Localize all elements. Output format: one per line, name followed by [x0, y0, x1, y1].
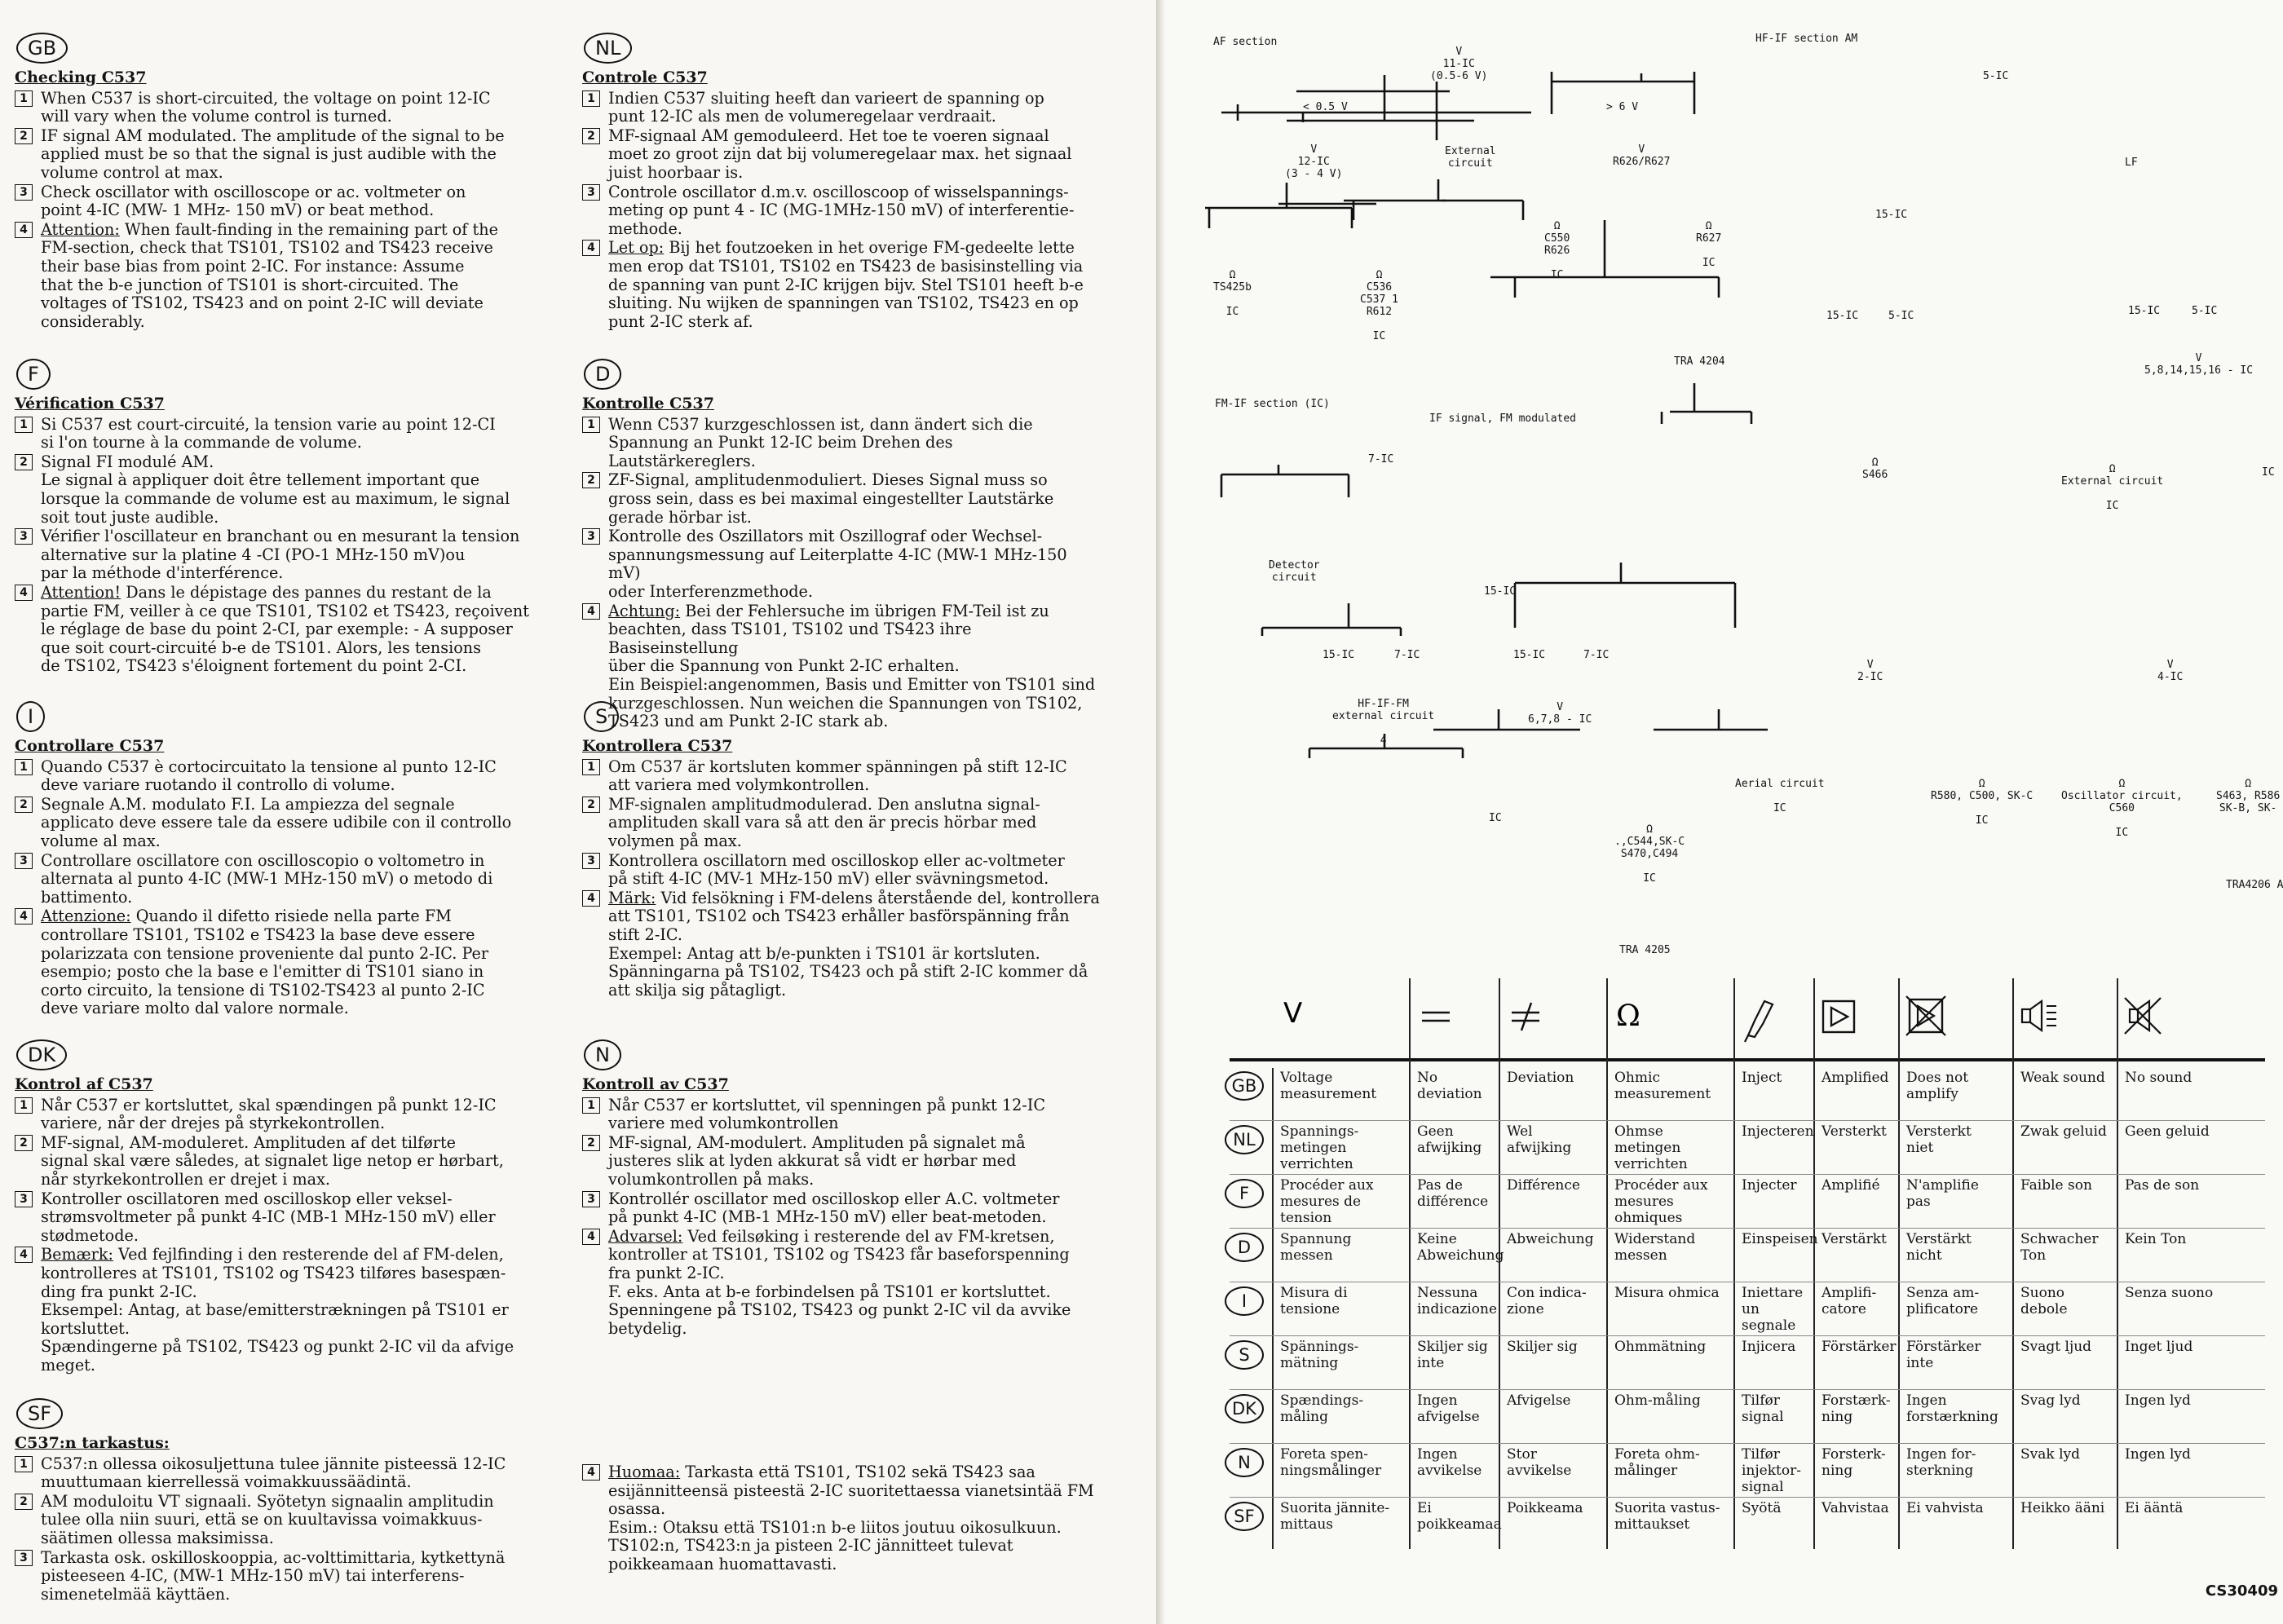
item-number-box: 3 [582, 528, 600, 545]
af-node-r627: Ω R627 IC [1696, 220, 1722, 269]
fm-detector-circuit: Detector circuit [1269, 559, 1320, 584]
legend-cell: Ei poikkeamaa [1417, 1500, 1502, 1533]
legend-cell: Does not amplify [1906, 1070, 1969, 1102]
am-ic-right: IC [2262, 466, 2275, 479]
no-deviation-symbol [1415, 995, 1464, 1073]
legend-cell: Förstärker inte [1906, 1339, 1981, 1371]
instruction-item [582, 1097, 1104, 1133]
legend-cell: Ohmic measurement [1614, 1070, 1711, 1102]
item-text: Quando C537 è cortocircuitato la tensione al punto 12-IC deve variare ruotando il controllo di volume. [41, 757, 497, 795]
item-number-box: 2 [15, 797, 33, 813]
legend-cell: Faible son [2020, 1177, 2092, 1194]
af-code: TRA 4204 [1674, 355, 1725, 368]
amplified-icon [1820, 995, 1869, 1073]
af-node-r626: V R626/R627 [1613, 143, 1671, 168]
item-number-box: 2 [15, 454, 33, 470]
instruction-item [15, 758, 537, 795]
am-lf-label: LF [2125, 157, 2138, 169]
instruction-item [15, 127, 537, 183]
item-number-box: 3 [582, 184, 600, 201]
item-number-box: 4 [582, 603, 600, 620]
fm-node-7ic: 7-IC [1368, 453, 1394, 466]
legend-cell: Tilfør signal [1742, 1392, 1784, 1425]
legend-cell: Ingen for- sterkning [1906, 1446, 1976, 1479]
item-text: Vérifier l'oscillateur en branchant ou en mesurant la tension alternative sur la platine 4 -CI (PO-1 MHz-150 mV)ou par la méthode d'interférence. [41, 527, 520, 583]
item-text: ZF-Signal, amplitudenmoduliert. Dieses Signal muss so gross sein, dass es bei maximal eingestellter Lautstärke gerade hörbar ist. [608, 470, 1054, 527]
legend-cell: Procéder aux mesures ohmiques [1614, 1177, 1708, 1226]
af-gt-label: > 6 V [1606, 101, 1639, 113]
language-badge: GB [16, 33, 68, 64]
language-badge: NL [1225, 1125, 1264, 1154]
item-number-box: 1 [582, 90, 600, 107]
legend-row-dk [1213, 1391, 2265, 1441]
item-number-box: 3 [582, 1191, 600, 1207]
item-text: Controllare oscillatore con oscilloscopio o voltometro in alternata al punto 4-IC (MW-1 MHz-150 mV) o metodo di battimento. [41, 850, 493, 907]
legend-cell: Keine Abweichung [1417, 1231, 1504, 1264]
language-badge: F [16, 359, 51, 390]
item-text: Huomaa: Tarkasta että TS101, TS102 sekä TS423 saa esijännitteensä pisteestä 2-IC suoritettaessa vianetsintää FM osassa. Esim.: Otaksu että TS101:n b-e liitos joutuu oikosulkuun. TS102:n, TS423:n ja pisteen 2-IC jännitteet tulevat poikkeamaan huomattavasti. [608, 1463, 1094, 1573]
legend-cell: Kein Ton [2125, 1231, 2187, 1247]
item-text: Om C537 är kortsluten kommer spänningen på stift 12-IC att variera med volymkontrollen. [608, 757, 1067, 795]
item-number-box: 1 [15, 417, 33, 433]
section-title: Kontrol af C537 [15, 1075, 153, 1093]
item-text: Kontroller oscillatoren med oscilloskop eller veksel- strømsvoltmeter på punkt 4-IC (MB-1 MHz-150 mV) eller stødmetode. [41, 1189, 496, 1245]
language-badge: F [1225, 1179, 1264, 1208]
legend-cell: Deviation [1507, 1070, 1574, 1086]
instruction-item [15, 1097, 537, 1133]
section-nl [582, 33, 1104, 332]
legend-cell: Procéder aux mesures de tension [1280, 1177, 1374, 1226]
instruction-item [582, 1190, 1104, 1227]
instruction-item [582, 1228, 1104, 1339]
section-dk [15, 1039, 537, 1376]
section-title: Controle C537 [582, 68, 708, 86]
legend-cell: Foreta spen- ningsmålinger [1280, 1446, 1382, 1479]
af-node-11ic: V 11-IC (0.5-6 V) [1430, 46, 1488, 82]
fm-node-15ic: 15-IC [1484, 585, 1517, 598]
instruction-item [15, 1134, 537, 1189]
item-number-box: 4 [15, 222, 33, 238]
legend-cell: Ingen lyd [2125, 1446, 2191, 1463]
item-number-box: 2 [15, 128, 33, 144]
legend-cell: Geen afwijking [1417, 1123, 1482, 1156]
instruction-item [582, 796, 1104, 851]
af-section-title: AF section [1213, 36, 1278, 48]
legend-cell: Inject [1742, 1070, 1782, 1086]
instruction-item [582, 1463, 1104, 1574]
legend-cell: Ingen avvikelse [1417, 1446, 1482, 1479]
item-number-box: 1 [582, 1097, 600, 1114]
section-f [15, 359, 537, 677]
legend-cell: Ohm-måling [1614, 1392, 1701, 1409]
legend-cell: Senza am- plificatore [1906, 1285, 1980, 1317]
legend-row-d [1213, 1229, 2265, 1280]
item-text: Si C537 est court-circuité, la tension varie au point 12-CI si l'on tourne à la commande de volume. [41, 414, 496, 452]
right-page [1164, 0, 2283, 1624]
item-number-box: 4 [582, 1464, 600, 1481]
section-d [582, 359, 1104, 732]
legend-cell: Injicera [1742, 1339, 1796, 1355]
legend-cell: Voltage measurement [1280, 1070, 1377, 1102]
section-title: Checking C537 [15, 68, 147, 86]
item-text: Segnale A.M. modulato F.I. La ampiezza del segnale applicato deve essere tale da essere udibile con il controllo volume al max. [41, 794, 512, 850]
legend-cell: Iniettare un segnale [1742, 1285, 1804, 1334]
legend-cell: Ingen afvigelse [1417, 1392, 1480, 1425]
legend-row-sf [1213, 1498, 2265, 1549]
deviation-symbol [1505, 995, 1554, 1073]
item-number-box: 4 [15, 1247, 33, 1263]
instruction-item [15, 221, 537, 332]
language-badge: N [1225, 1448, 1264, 1477]
fm-signal-label: IF signal, FM modulated [1429, 413, 1577, 425]
instruction-item [15, 183, 537, 220]
am-node-r580: Ω R580, C500, SK-C IC [1931, 778, 2034, 827]
legend-cell: Poikkeama [1507, 1500, 1583, 1516]
svg-text:V: V [1283, 997, 1303, 1030]
am-left-5ic: 5-IC [1888, 310, 1914, 322]
item-text: Märk: Vid felsökning i FM-delens återstående del, kontrollera att TS101, TS102 och TS423 erhåller basförspänning från stift 2-IC. Exempel: Antag att b/e-punkten i TS101 är kortsluten. Spänningarna på TS102, TS423 och på stift 2-IC kommer då att skilja sig påtagligt. [608, 888, 1100, 1000]
language-badge: D [1225, 1233, 1264, 1262]
item-number-box: 3 [15, 184, 33, 201]
legend-cell: Ei vahvista [1906, 1500, 1984, 1516]
instruction-item [15, 1455, 537, 1492]
item-number-box: 4 [582, 1229, 600, 1245]
item-number-box: 1 [15, 759, 33, 775]
legend-cell: Wel afwijking [1507, 1123, 1572, 1156]
item-text: When C537 is short-circuited, the voltage on point 12-IC will vary when the volume control is turned. [41, 88, 491, 126]
instruction-item [15, 796, 537, 851]
legend-cell: Forstærk- ning [1822, 1392, 1891, 1425]
fm-notamp-7ic: 7-IC [1583, 649, 1610, 661]
section-title: Kontrolle C537 [582, 395, 714, 413]
section-n [582, 1039, 1104, 1339]
fm-ic-left: IC [1489, 812, 1502, 824]
section-gb [15, 33, 537, 332]
item-text: Attenzione: Quando il difetto risiede nella parte FM controllare TS101, TS102 e TS423 la base deve essere polarizzata con tensione proveniente dal punto 2-IC. Per esempio; posto che la base e l'emitter di TS101 siano in corto circuito, la tensione di TS102-TS423 al punto 2-IC deve variare molto dal valore normale. [41, 907, 489, 1018]
legend-cell: Injecter [1742, 1177, 1797, 1194]
legend-cell: Spännings- mätning [1280, 1339, 1359, 1371]
legend-cell: Tilfør injektor- signal [1742, 1446, 1801, 1495]
item-text: Indien C537 sluiting heeft dan varieert de spanning op punt 12-IC als men de volumeregelaar verdraait. [608, 88, 1044, 126]
legend-cell: Versterkt [1822, 1123, 1887, 1140]
legend-cell: Pas de différence [1417, 1177, 1489, 1210]
item-text: Controle oscillator d.m.v. oscilloscoop of wisselspannings- meting op punt 4 - IC (MG-1MHz-150 mV) of interferentie- methode. [608, 182, 1075, 238]
legend-cell: Foreta ohm- målinger [1614, 1446, 1700, 1479]
item-number-box: 3 [15, 1550, 33, 1566]
item-number-box: 1 [15, 1456, 33, 1472]
am-right-5ic: 5-IC [2192, 305, 2218, 317]
language-badge: GB [1225, 1071, 1264, 1101]
document-code: CS30409 [2205, 1582, 2278, 1600]
instruction-item [15, 584, 537, 676]
legend-cell: No deviation [1417, 1070, 1482, 1102]
legend-cell: Svagt ljud [2020, 1339, 2092, 1355]
instruction-item [582, 183, 1104, 239]
legend-cell: Schwacher Ton [2020, 1231, 2099, 1264]
instruction-item [15, 1190, 537, 1246]
instruction-item [582, 527, 1104, 601]
inject-icon [1740, 995, 1789, 1073]
item-number-box: 4 [15, 585, 33, 601]
item-text: MF-signal, AM-modulert. Amplituden på signalet må justeres slik at lyden akkurat så vidt er hørbar med volumkontrollen på maks. [608, 1132, 1026, 1189]
af-external-circuit: External circuit [1445, 145, 1496, 170]
legend-cell: Skiljer sig inte [1417, 1339, 1488, 1371]
am-code: TRA4206 A [2226, 879, 2283, 891]
item-number-box: 3 [15, 853, 33, 869]
fm-notamp-15ic: 15-IC [1513, 649, 1546, 661]
legend-cell: N'amplifie pas [1906, 1177, 1979, 1210]
item-number-box: 2 [15, 1494, 33, 1510]
am-node-s466: Ω S466 [1862, 457, 1888, 481]
language-badge: S [584, 701, 619, 732]
item-number-box: 4 [15, 908, 33, 925]
legend-cell: Forsterk- ning [1822, 1446, 1886, 1479]
am-node-4ic: V 4-IC [2157, 659, 2184, 683]
language-badge: SF [16, 1398, 63, 1429]
section-title: Kontrollera C537 [582, 737, 733, 755]
section-title: Controllare C537 [15, 737, 165, 755]
item-text: Når C537 er kortsluttet, skal spændingen på punkt 12-IC variere, når der drejes på styrkekontrollen. [41, 1095, 497, 1133]
language-badge: I [16, 701, 45, 732]
legend-cell: Ohmmätning [1614, 1339, 1707, 1355]
item-text: Attention! Dans le dépistage des pannes du restant de la partie FM, veiller à ce que TS101, TS102 et TS423, reçoivent le réglage de base du point 2-CI, par exemple: - A supposer que soit court-circuité b-e de TS101. Alors, les tensions de TS102, TS423 s'éloignent fortement du point 2-CI. [41, 582, 530, 676]
am-node-5ic: 5-IC [1983, 70, 2009, 82]
instruction-item [15, 453, 537, 527]
legend-row-gb [1213, 1068, 2265, 1119]
legend-cell: Suorita jännite- mittaus [1280, 1500, 1390, 1533]
am-node-2ic: V 2-IC [1857, 659, 1883, 683]
am-node-58ic: V 5,8,14,15,16 - IC [2144, 352, 2254, 377]
item-number-box: 2 [15, 1135, 33, 1151]
language-badge: N [584, 1039, 621, 1070]
item-number-box: 3 [15, 528, 33, 545]
legend-row-f [1213, 1176, 2265, 1226]
legend-cell: Zwak geluid [2020, 1123, 2107, 1140]
language-badge: I [1225, 1286, 1264, 1316]
am-aerial-circuit: Aerial circuit IC [1735, 778, 1825, 814]
legend-cell: Amplifié [1822, 1177, 1880, 1194]
am-node-s463: Ω S463, R586 SK-B, SK- [2216, 778, 2281, 814]
section-i [15, 701, 537, 1019]
legend-cell: Injecteren [1742, 1123, 1814, 1140]
legend-cell: Svak lyd [2020, 1446, 2081, 1463]
item-number-box: 1 [15, 1097, 33, 1114]
instruction-item [582, 416, 1104, 471]
item-text: Wenn C537 kurzgeschlossen ist, dann ändert sich die Spannung an Punkt 12-IC beim Drehen des Lautstärkereglers. [608, 414, 1033, 470]
legend-cell: Verstärkt nicht [1906, 1231, 1972, 1264]
af-node-c550: Ω C550 R626 IC [1544, 220, 1570, 281]
item-text: Achtung: Bei der Fehlersuche im übrigen FM-Teil ist zu beachten, dass TS101, TS102 und TS423 ihre Basiseinstellung über die Spannung von Punkt 2-IC erhalten. Ein Beispiel:angenommen, Basis und Emitter von TS101 sind kurzgeschlossen. Nun weichen die Spannungen von TS102, TS423 und am Punkt 2-IC stark ab. [608, 601, 1096, 731]
legend-cell: Suorita vastus- mittaukset [1614, 1500, 1720, 1533]
legend-cell: Einspeisen [1742, 1231, 1818, 1247]
legend-cell: Vahvistaa [1822, 1500, 1889, 1516]
language-badge: D [584, 359, 621, 390]
legend-cell: Svag lyd [2020, 1392, 2081, 1409]
legend-row-nl [1213, 1122, 2265, 1172]
item-text: IF signal AM modulated. The amplitude of the signal to be applied must be so that the signal is just audible with the volume control at max. [41, 126, 505, 182]
item-text: MF-signaal AM gemoduleerd. Het toe te voeren signaal moet zo groot zijn dat bij volumeregelaar max. het signaal juist hoorbaar is. [608, 126, 1072, 182]
legend-cell: Afvigelse [1507, 1392, 1571, 1409]
item-number-box: 1 [15, 90, 33, 107]
af-node-12ic: V 12-IC (3 - 4 V) [1285, 143, 1343, 180]
instruction-item [15, 416, 537, 452]
instruction-item [582, 127, 1104, 183]
item-text: AM moduloitu VT signaali. Syötetyn signaalin amplitudin tulee olla niin suuri, että se on kuultavissa voimakkuus- säätimen ollessa maksimissa. [41, 1491, 494, 1547]
legend-cell: Verstärkt [1822, 1231, 1887, 1247]
item-text: Tarkasta osk. oskilloskooppia, ac-volttimittaria, kytkettynä pisteeseen 4-IC, (MW-1 MHz-150 mV) tai interferens- simenetelmää käyttäen. [41, 1547, 506, 1604]
legend-cell: Weak sound [2020, 1070, 2105, 1086]
item-text: C537:n ollessa oikosuljettuna tulee jännite pisteessä 12-IC muuttumaan kierrellessä voimakkuussäädintä. [41, 1454, 506, 1492]
fm-amp-15ic: 15-IC [1323, 649, 1355, 661]
language-badge: SF [1225, 1502, 1264, 1531]
legend-cell: Misura di tensione [1280, 1285, 1348, 1317]
legend-cell: Versterkt niet [1906, 1123, 1972, 1156]
item-text: Kontrolle des Oszillators mit Oszillograf oder Wechsel- spannungsmessung auf Leiterplatte 4-IC (MW-1 MHz-150 mV) oder Interferenzmethode. [608, 527, 1067, 601]
svg-text:Ω: Ω [1616, 1000, 1640, 1033]
legend-cell: Nessuna indicazione [1417, 1285, 1497, 1317]
fm-code: TRA 4205 [1619, 944, 1671, 956]
page-gutter [1156, 0, 1164, 1624]
section-sf-cont [582, 1463, 1104, 1575]
legend-cell: Différence [1507, 1177, 1580, 1194]
item-text: Signal FI modulé AM. Le signal à appliquer doit être tellement important que lorsque la commande de volume est au maximum, le signal soit tout juste audible. [41, 452, 510, 527]
instruction-item [15, 1493, 537, 1548]
am-left-15ic: 15-IC [1826, 310, 1859, 322]
legend-cell: Stor avvikelse [1507, 1446, 1572, 1479]
voltage-symbol [1278, 995, 1327, 1073]
instruction-item [15, 527, 537, 583]
am-external-circuit: Ω External circuit IC [2061, 463, 2164, 512]
instruction-item [582, 758, 1104, 795]
legend-cell: Skiljer sig [1507, 1339, 1578, 1355]
am-right-15ic: 15-IC [2128, 305, 2161, 317]
instruction-item [582, 471, 1104, 527]
legend-row-n [1213, 1445, 2265, 1495]
am-section-title: HF-IF section AM [1755, 33, 1858, 45]
item-text: Bemærk: Ved fejlfinding i den resterende del af FM-delen, kontrolleres at TS101, TS102 og TS423 tilføres basespæn- ding fra punkt 2-IC. Eksempel: Antag, at base/emitterstrækningen på TS101 er kortsluttet. Spændingerne på TS102, TS423 og punkt 2-IC vil da afvige meget. [41, 1245, 514, 1375]
am-oscillator-circuit: Ω Oscillator circuit, C560 IC [2061, 778, 2183, 839]
item-text: Når C537 er kortsluttet, vil spenningen på punkt 12-IC variere med volumkontrollen [608, 1095, 1046, 1133]
no-sound-icon [2123, 995, 2172, 1073]
item-text: MF-signal, AM-moduleret. Amplituden af det tilførte signal skal være således, at signalet lige netop er hørbart, når styrkekontrollen er drejet i max. [41, 1132, 504, 1189]
legend-cell: Spændings- måling [1280, 1392, 1364, 1425]
instruction-item [582, 1134, 1104, 1189]
legend-row-s [1213, 1337, 2265, 1388]
not-amplify-icon [1905, 995, 1954, 1073]
legend-cell: Geen geluid [2125, 1123, 2210, 1140]
item-number-box: 2 [582, 472, 600, 488]
item-text: MF-signalen amplitudmodulerad. Den anslutna signal- amplituden skall vara så att den är precis hörbar med volymen på max. [608, 794, 1040, 850]
item-number-box: 4 [582, 240, 600, 256]
legend-cell: Heikko ääni [2020, 1500, 2105, 1516]
legend-cell: Con indica- zione [1507, 1285, 1587, 1317]
item-number-box: 4 [582, 890, 600, 907]
section-s [582, 701, 1104, 1000]
item-text: Advarsel: Ved feilsøking i resterende del av FM-kretsen, kontroller at TS101, TS102 og TS423 får baseforspenning fra punkt 2-IC. F. eks. Anta at b-e forbindelsen på TS101 er kortsluttet. Spenningene på TS102, TS423 og punkt 2-IC vil da avvike betydelig. [608, 1226, 1071, 1338]
legend-cell: No sound [2125, 1070, 2192, 1086]
instruction-item [582, 90, 1104, 126]
section-title: C537:n tarkastus: [15, 1434, 170, 1452]
legend-cell: Syötä [1742, 1500, 1782, 1516]
section-title: Kontroll av C537 [582, 1075, 729, 1093]
af-node-c536: Ω C536 C537 1 R612 IC [1360, 269, 1398, 342]
language-badge: S [1225, 1340, 1264, 1370]
item-text: Let op: Bij het foutzoeken in het overige FM-gedeelte lette men erop dat TS101, TS102 en TS423 de basisinstelling via de spanning van punt 2-IC krijgen bijv. Stel TS101 heeft b-e sluiting. Nu wijken de spanningen van TS102, TS423 en op punt 2-IC sterk af. [608, 238, 1084, 331]
legend-cell: Amplified [1822, 1070, 1889, 1086]
item-text: Check oscillator with oscilloscope or ac. voltmeter on point 4-IC (MW- 1 MHz- 150 mV) or beat method. [41, 182, 466, 220]
item-number-box: 2 [582, 128, 600, 144]
item-text: Kontrollér oscillator med oscilloskop eller A.C. voltmeter på punkt 4-IC (MB-1 MHz-150 mV) eller beat-metoden. [608, 1189, 1060, 1227]
instruction-item [15, 90, 537, 126]
legend-cell: Misura ohmica [1614, 1285, 1720, 1301]
instruction-item [582, 889, 1104, 1000]
instruction-item [15, 907, 537, 1018]
item-number-box: 3 [15, 1191, 33, 1207]
language-badge: DK [1225, 1394, 1264, 1423]
instruction-item [582, 852, 1104, 889]
fm-amp-7ic: 7-IC [1394, 649, 1420, 661]
legend-cell: Ingen lyd [2125, 1392, 2191, 1409]
legend-cell: Ei ääntä [2125, 1500, 2184, 1516]
instruction-item [582, 239, 1104, 331]
instruction-item [15, 1246, 537, 1375]
legend-cell: Ohmse metingen verrichten [1614, 1123, 1688, 1172]
legend-cell: Pas de son [2125, 1177, 2200, 1194]
item-number-box: 3 [582, 853, 600, 869]
legend-cell: Suono debole [2020, 1285, 2068, 1317]
instruction-item [15, 852, 537, 907]
language-badge: NL [584, 33, 632, 64]
item-text: Kontrollera oscillatorn med oscilloskop eller ac-voltmeter på stift 4-IC (MV-1 MHz-150 mV) eller svävningsmetod. [608, 850, 1065, 889]
ohm-symbol [1613, 995, 1662, 1073]
weak-sound-icon [2019, 995, 2068, 1073]
item-number-box: 2 [582, 797, 600, 813]
item-number-box: 1 [582, 417, 600, 433]
section-sf [15, 1398, 537, 1604]
legend-cell: Förstärker [1822, 1339, 1897, 1355]
am-node-15ic: 15-IC [1875, 209, 1908, 221]
legend-cell: Widerstand messen [1614, 1231, 1696, 1264]
legend-cell: Abweichung [1507, 1231, 1594, 1247]
legend-cell: Inget ljud [2125, 1339, 2193, 1355]
language-badge: DK [16, 1039, 67, 1070]
legend-cell: Senza suono [2125, 1285, 2214, 1301]
fm-node-678ic: V 6,7,8 - IC [1528, 701, 1592, 726]
legend-cell: Spannung messen [1280, 1231, 1352, 1264]
item-number-box: 1 [582, 759, 600, 775]
fm-node-c544: Ω .,C544,SK-C S470,C494 IC [1614, 823, 1685, 885]
fm-hf-if-fm: HF-IF-FM external circuit 4 [1332, 698, 1435, 747]
instruction-item [15, 1549, 537, 1604]
item-number-box: 2 [582, 1135, 600, 1151]
fm-section-title: FM-IF section (IC) [1215, 398, 1330, 410]
af-node-ts425b: Ω TS425b IC [1213, 269, 1252, 318]
af-lt-label: < 0.5 V [1303, 101, 1348, 113]
section-title: Vérification C537 [15, 395, 165, 413]
legend-row-i [1213, 1283, 2265, 1334]
legend-cell: Spannings- metingen verrichten [1280, 1123, 1359, 1172]
legend-cell: Amplifi- catore [1822, 1285, 1877, 1317]
item-text: Attention: When fault-finding in the remaining part of the FM-section, check that TS101, TS102 and TS423 receive their base bias from point 2-IC. For instance: Assume that the b-e junction of TS101 is short-circuited. The voltages of TS102, TS423 and on point 2-IC will deviate considerably. [41, 219, 498, 331]
legend-cell: Ingen forstærkning [1906, 1392, 1998, 1425]
